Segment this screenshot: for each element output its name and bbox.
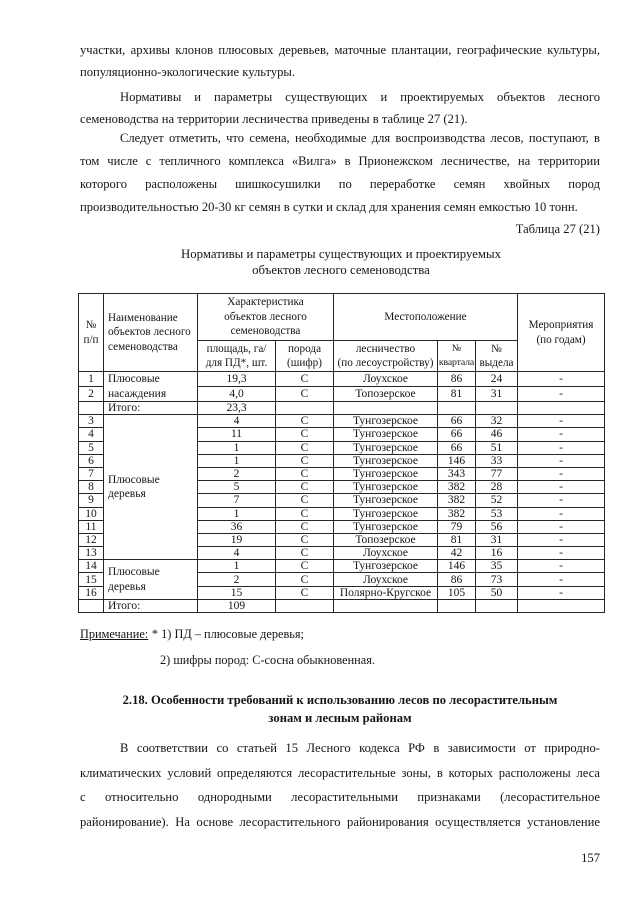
row-number-cell: 5 — [79, 441, 104, 454]
forestry-cell: Тунгозерское — [334, 415, 438, 428]
empty-cell — [476, 402, 518, 415]
row-number-cell: 6 — [79, 454, 104, 467]
section-heading — [80, 691, 600, 727]
header-forestry — [334, 341, 438, 372]
empty-cell — [334, 599, 438, 612]
section-cell: 50 — [476, 586, 518, 599]
header-line: площадь, га/ — [206, 342, 267, 355]
quarter-cell: 86 — [438, 573, 476, 586]
object-name-cell — [104, 415, 198, 560]
species-cell: С — [276, 387, 334, 402]
object-name-cell — [104, 560, 198, 600]
species-cell: С — [276, 507, 334, 520]
text-line: Нормативы и параметры существующих и проектируемых объектов лесного — [120, 90, 600, 104]
empty-cell — [276, 402, 334, 415]
object-name-line: Плюсовые — [108, 373, 160, 385]
header-line: порода — [287, 342, 322, 355]
area-cell: 4 — [198, 415, 276, 428]
text-line: том числе с тепличного комплекса «Вилга» в Прионежском лесничестве, на территории — [80, 154, 600, 168]
paragraph-norms — [80, 86, 600, 130]
species-cell: С — [276, 372, 334, 387]
quarter-cell: 382 — [438, 481, 476, 494]
quarter-cell: 86 — [438, 372, 476, 387]
row-number-cell: 10 — [79, 507, 104, 520]
measures-cell: - — [518, 507, 605, 520]
quarter-cell: 382 — [438, 507, 476, 520]
table-header — [79, 294, 605, 372]
area-cell: 15 — [198, 586, 276, 599]
forestry-cell: Лоухское — [334, 547, 438, 560]
header-object-name — [104, 294, 198, 372]
header-line: для ПД*, шт. — [205, 357, 268, 369]
quarter-cell: 382 — [438, 494, 476, 507]
header-line: семеноводства — [230, 325, 301, 338]
text-line: районирование). На основе лесорастительного районирования осуществляется установление — [80, 815, 600, 830]
empty-cell — [518, 599, 605, 612]
header-line: объектов лесного — [108, 326, 191, 339]
species-cell: С — [276, 441, 334, 454]
quarter-cell: 81 — [438, 387, 476, 402]
quarter-cell: 146 — [438, 560, 476, 573]
area-cell: 5 — [198, 481, 276, 494]
area-cell: 1 — [198, 441, 276, 454]
text-line: с относительно однородными лесорастительными признаками (лесорастительное — [80, 790, 600, 805]
header-line: (шифр) — [287, 357, 322, 369]
section-cell: 77 — [476, 467, 518, 480]
row-number-cell: 1 — [79, 372, 104, 387]
section-cell: 35 — [476, 560, 518, 573]
section-cell: 24 — [476, 372, 518, 387]
paragraph-continuation — [80, 39, 600, 83]
table-title-line: объектов лесного семеноводства — [252, 263, 430, 277]
row-number-cell: 7 — [79, 467, 104, 480]
section-cell: 16 — [476, 547, 518, 560]
text-line: производительностью 20-30 кг семян в сутки и склад для хранения семян емкостью 10 тонн. — [80, 200, 578, 214]
species-cell: С — [276, 467, 334, 480]
forestry-cell: Тунгозерское — [334, 454, 438, 467]
header-measures — [518, 294, 605, 372]
table-title-line: Нормативы и параметры существующих и проектируемых — [180, 247, 501, 261]
area-cell: 1 — [198, 560, 276, 573]
text-line: В соответствии со статьей 15 Лесного кодекса РФ в зависимости от природно- — [120, 741, 600, 755]
total-row — [79, 402, 605, 415]
header-line: Наименование — [108, 311, 178, 324]
header-line: лесничество — [355, 342, 416, 355]
header-line: (по годам) — [536, 333, 586, 346]
header-line: (по лесоустройству) — [337, 357, 434, 369]
note-item: 2) шифры пород: С-сосна обыкновенная. — [160, 653, 375, 667]
quarter-cell: 66 — [438, 428, 476, 441]
species-cell: С — [276, 573, 334, 586]
text-line: Следует отметить, что семена, необходимые для воспроизводства лесов, поступают, в — [120, 131, 600, 145]
quarter-cell: 343 — [438, 467, 476, 480]
row-number-cell: 2 — [79, 387, 104, 402]
quarter-cell: 42 — [438, 547, 476, 560]
section-cell: 32 — [476, 415, 518, 428]
header-line: Мероприятия — [528, 319, 594, 331]
forestry-cell: Лоухское — [334, 573, 438, 586]
empty-cell — [438, 599, 476, 612]
quarter-cell: 146 — [438, 454, 476, 467]
forestry-cell: Топозерское — [334, 387, 438, 402]
total-label-cell: Итого: — [104, 599, 198, 612]
species-cell: С — [276, 520, 334, 533]
header-line: объектов лесного — [224, 310, 307, 323]
row-number-cell: 3 — [79, 415, 104, 428]
empty-cell — [334, 402, 438, 415]
row-number-cell: 4 — [79, 428, 104, 441]
empty-cell — [518, 402, 605, 415]
species-cell: С — [276, 494, 334, 507]
forestry-cell: Тунгозерское — [334, 507, 438, 520]
total-area-cell: 109 — [198, 599, 276, 612]
measures-cell: - — [518, 494, 605, 507]
header-line: семеноводства — [108, 340, 178, 353]
area-cell: 36 — [198, 520, 276, 533]
forestry-cell: Лоухское — [334, 372, 438, 387]
empty-cell — [476, 599, 518, 612]
total-label-cell: Итого: — [104, 402, 198, 415]
seed-objects-table — [78, 293, 605, 613]
header-row-number — [79, 294, 104, 372]
table-body — [79, 372, 605, 613]
area-cell: 19 — [198, 533, 276, 546]
area-cell: 1 — [198, 454, 276, 467]
measures-cell: - — [518, 454, 605, 467]
heading-line: 2.18. Особенности требований к использованию лесов по лесорастительным — [122, 693, 558, 707]
forestry-cell: Полярно-Кругское — [334, 586, 438, 599]
species-cell: С — [276, 533, 334, 546]
row-number-cell: 13 — [79, 547, 104, 560]
row-number-cell: 8 — [79, 481, 104, 494]
row-number-cell: 9 — [79, 494, 104, 507]
row-number-cell: 15 — [79, 573, 104, 586]
measures-cell: - — [518, 372, 605, 387]
section-cell: 56 — [476, 520, 518, 533]
text-line: участки, архивы клонов плюсовых деревьев, маточные плантации, географические культуры, — [80, 43, 600, 57]
header-line: № — [491, 342, 502, 355]
measures-cell: - — [518, 547, 605, 560]
area-cell: 1 — [198, 507, 276, 520]
empty-cell — [79, 599, 104, 612]
header-line: Характеристика — [227, 296, 304, 309]
forestry-cell: Тунгозерское — [334, 560, 438, 573]
row-number-cell: 11 — [79, 520, 104, 533]
forestry-cell: Тунгозерское — [334, 520, 438, 533]
header-row — [79, 294, 605, 341]
area-cell: 2 — [198, 573, 276, 586]
header-species — [276, 341, 334, 372]
object-name-line: деревья — [108, 488, 146, 501]
forestry-cell: Тунгозерское — [334, 494, 438, 507]
object-name-line: Плюсовые — [108, 566, 160, 579]
measures-cell: - — [518, 586, 605, 599]
section-cell: 31 — [476, 533, 518, 546]
text-line: которого расположены шишкосушилки по переработке семян хвойных пород — [80, 177, 600, 191]
table-row — [79, 560, 605, 573]
header-line: № — [451, 342, 462, 354]
section-cell: 52 — [476, 494, 518, 507]
text-line: климатических условий определяются лесорастительные зоны, в которых расположены леса — [80, 765, 600, 780]
section-cell: 51 — [476, 441, 518, 454]
object-name-line: Плюсовые — [108, 473, 160, 486]
header-line: квартала — [438, 357, 475, 368]
area-cell: 19,3 — [198, 372, 276, 387]
row-number-cell: 14 — [79, 560, 104, 573]
section-cell: 31 — [476, 387, 518, 402]
note-label: Примечание: — [80, 627, 149, 641]
section-cell: 46 — [476, 428, 518, 441]
total-area-cell: 23,3 — [198, 402, 276, 415]
species-cell: С — [276, 586, 334, 599]
forestry-cell: Тунгозерское — [334, 481, 438, 494]
empty-cell — [276, 599, 334, 612]
section-paragraph — [80, 736, 600, 835]
area-cell: 4 — [198, 547, 276, 560]
header-line: № — [85, 319, 97, 331]
quarter-cell: 66 — [438, 415, 476, 428]
section-cell: 28 — [476, 481, 518, 494]
object-name-cell — [104, 372, 198, 402]
header-line: п/п — [83, 333, 99, 346]
area-cell: 7 — [198, 494, 276, 507]
measures-cell: - — [518, 481, 605, 494]
species-cell: С — [276, 547, 334, 560]
forestry-cell: Топозерское — [334, 533, 438, 546]
forestry-cell: Тунгозерское — [334, 428, 438, 441]
species-cell: С — [276, 428, 334, 441]
quarter-cell: 66 — [438, 441, 476, 454]
quarter-cell: 105 — [438, 586, 476, 599]
measures-cell: - — [518, 467, 605, 480]
species-cell: С — [276, 481, 334, 494]
header-line: выдела — [479, 357, 514, 369]
header-characteristics — [198, 294, 334, 341]
table-caption: Таблица 27 (21) — [515, 222, 600, 236]
table-row — [79, 415, 605, 428]
section-cell: 73 — [476, 573, 518, 586]
text-line: популяционно-экологические культуры. — [80, 65, 296, 79]
header-section — [476, 341, 518, 372]
paragraph-seeds — [80, 127, 600, 219]
area-cell: 2 — [198, 467, 276, 480]
note-item: * 1) ПД – плюсовые деревья; — [151, 627, 304, 641]
heading-line: зонам и лесным районам — [268, 711, 412, 725]
section-cell: 33 — [476, 454, 518, 467]
header-area — [198, 341, 276, 372]
measures-cell: - — [518, 573, 605, 586]
row-number-cell: 16 — [79, 586, 104, 599]
header-quarter — [438, 341, 476, 372]
quarter-cell: 79 — [438, 520, 476, 533]
page-number: 157 — [581, 851, 600, 865]
species-cell: С — [276, 415, 334, 428]
measures-cell: - — [518, 387, 605, 402]
row-number-cell: 12 — [79, 533, 104, 546]
measures-cell: - — [518, 560, 605, 573]
forestry-cell: Тунгозерское — [334, 467, 438, 480]
table-row — [79, 372, 605, 387]
measures-cell: - — [518, 533, 605, 546]
area-cell: 4,0 — [198, 387, 276, 402]
empty-cell — [79, 402, 104, 415]
table-title — [78, 246, 604, 278]
forestry-cell: Тунгозерское — [334, 441, 438, 454]
table-note — [80, 626, 600, 642]
measures-cell: - — [518, 520, 605, 533]
species-cell: С — [276, 560, 334, 573]
empty-cell — [438, 402, 476, 415]
species-cell: С — [276, 454, 334, 467]
object-name-line: насаждения — [108, 387, 167, 400]
section-cell: 53 — [476, 507, 518, 520]
measures-cell: - — [518, 428, 605, 441]
area-cell: 11 — [198, 428, 276, 441]
text-line: семеноводства на территории лесничества приведены в таблице 27 (21). — [80, 112, 468, 126]
quarter-cell: 81 — [438, 533, 476, 546]
measures-cell: - — [518, 415, 605, 428]
header-location: Местоположение — [334, 294, 518, 341]
measures-cell: - — [518, 441, 605, 454]
total-row — [79, 599, 605, 612]
object-name-line: деревья — [108, 580, 146, 593]
